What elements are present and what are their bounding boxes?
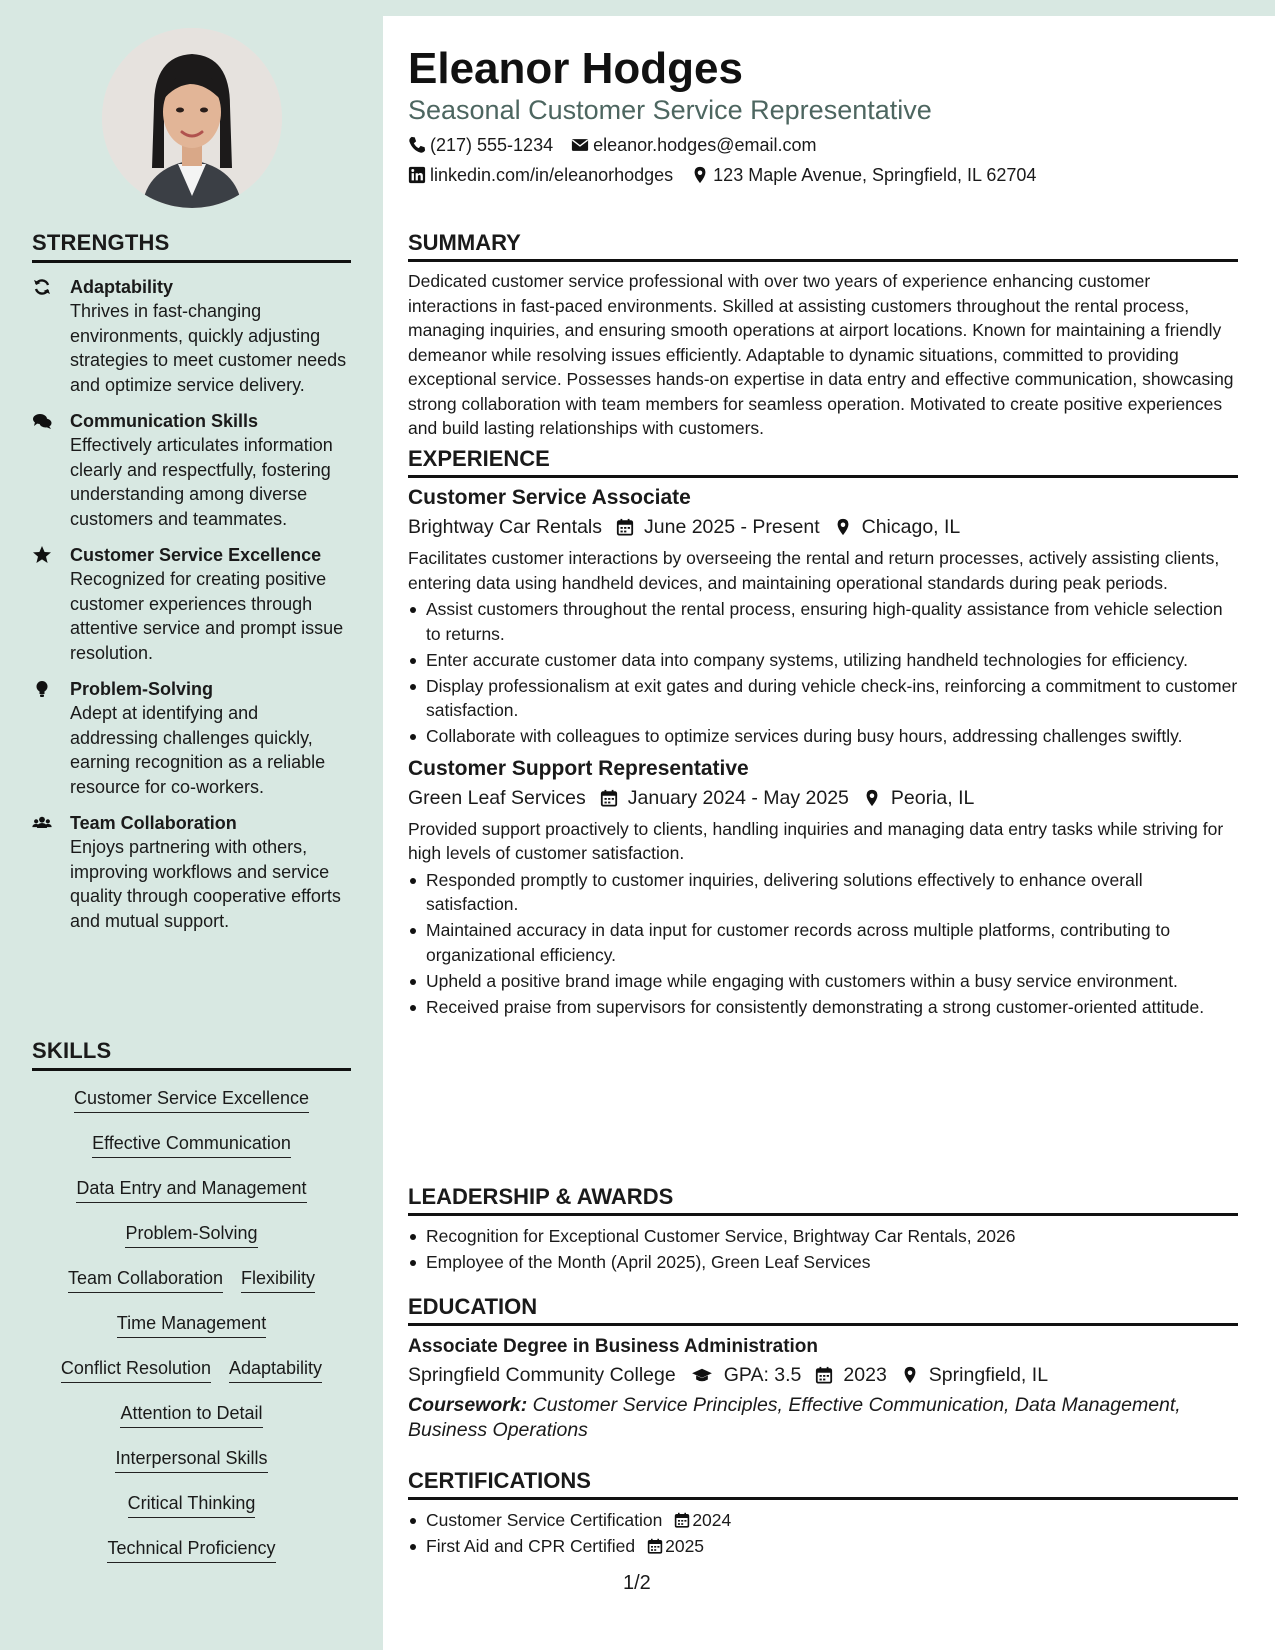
bullet-item: Collaborate with colleagues to optimize services during busy hours, addressing challenges swiftly. bbox=[408, 724, 1238, 749]
certification-name: Customer Service Certification bbox=[426, 1510, 663, 1530]
refresh-icon bbox=[32, 277, 52, 297]
certification-item bbox=[408, 1508, 1238, 1533]
degree-title: Associate Degree in Business Administration bbox=[408, 1336, 819, 1357]
job-title: Seasonal Customer Service Representative bbox=[408, 95, 932, 125]
strength-desc: Enjoys partnering with others, improving workflows and service quality through cooperative efforts and mutual support. bbox=[70, 837, 341, 931]
skill-tag: Adaptability bbox=[229, 1357, 322, 1383]
profile-photo bbox=[102, 28, 282, 208]
skill-tag: Data Entry and Management bbox=[76, 1177, 306, 1203]
summary-heading: SUMMARY bbox=[408, 230, 1238, 262]
skills-row bbox=[32, 1392, 351, 1437]
calendar-icon bbox=[647, 1538, 663, 1554]
skills-list bbox=[32, 1077, 351, 1572]
school-location: Springfield, IL bbox=[928, 1364, 1049, 1386]
map-pin-icon bbox=[834, 518, 852, 536]
job-bullets bbox=[408, 597, 1238, 749]
gpa: GPA: 3.5 bbox=[723, 1364, 802, 1386]
job-dates: June 2025 - Present bbox=[644, 516, 820, 538]
education-section bbox=[408, 1294, 1238, 1442]
job-meta bbox=[408, 512, 1238, 542]
bullet-item: Received praise from supervisors for consistently demonstrating a strong customer-oriented attitude. bbox=[408, 995, 1238, 1020]
skills-row bbox=[32, 1212, 351, 1257]
strength-item bbox=[32, 677, 351, 799]
phone-contact[interactable] bbox=[408, 134, 553, 156]
job-dates: January 2024 - May 2025 bbox=[627, 786, 849, 809]
skill-tag: Flexibility bbox=[241, 1267, 315, 1293]
skills-row bbox=[32, 1122, 351, 1167]
graduation-year: 2023 bbox=[843, 1364, 887, 1386]
award-item: Recognition for Exceptional Customer Service, Brightway Car Rentals, 2026 bbox=[408, 1224, 1238, 1249]
job-entry bbox=[408, 755, 1238, 1020]
main-content bbox=[383, 16, 1275, 1650]
summary-text: Dedicated customer service professional with over two years of experience enhancing customer interactions in fast-paced environments. Skilled at assisting customers throughout the rental process, managing inquiries, and ensuring smooth operations at airport locations. Known for maintaining a friendly demeanor while resolving issues efficiently. Adaptable to dynamic situations, committed to providing exceptional service. Possesses hands-on expertise in data entry and effective communication, showcasing strong collaboration with team members for seamless operation. Motivated to create positive experiences and build lasting relationships with customers. bbox=[408, 271, 1234, 438]
email-contact[interactable] bbox=[571, 134, 816, 156]
address-text: 123 Maple Avenue, Springfield, IL 62704 bbox=[713, 165, 1037, 185]
address-contact bbox=[691, 164, 1036, 186]
strength-title: Customer Service Excellence bbox=[70, 545, 322, 565]
skills-heading: SKILLS bbox=[32, 1038, 351, 1071]
candidate-name: Eleanor Hodges bbox=[408, 44, 743, 93]
email-text: eleanor.hodges@email.com bbox=[593, 135, 817, 155]
skill-tag: Problem-Solving bbox=[125, 1222, 257, 1248]
coursework bbox=[408, 1393, 1238, 1442]
calendar-icon bbox=[815, 1366, 833, 1384]
skill-tag: Critical Thinking bbox=[128, 1492, 256, 1518]
phone-text: (217) 555-1234 bbox=[430, 135, 554, 155]
contact-line-2 bbox=[408, 164, 1054, 186]
strengths-section bbox=[32, 230, 351, 933]
certifications-list bbox=[408, 1508, 1238, 1559]
skills-section bbox=[32, 1038, 351, 1572]
bullet-item: Upheld a positive brand image while engaging with customers within a busy service environment. bbox=[408, 969, 1238, 994]
certifications-heading: CERTIFICATIONS bbox=[408, 1468, 1238, 1500]
strength-desc: Effectively articulates information clearly and respectfully, fostering understanding among diverse customers and teammates. bbox=[70, 435, 333, 529]
company-name: Brightway Car Rentals bbox=[408, 516, 602, 538]
certification-year: 2025 bbox=[665, 1536, 705, 1556]
star-icon bbox=[32, 545, 52, 565]
strength-title: Communication Skills bbox=[70, 411, 259, 431]
bullet-item: Display professionalism at exit gates and during vehicle check-ins, reinforcing a commitment to customer satisfaction. bbox=[408, 674, 1238, 723]
certification-item bbox=[408, 1534, 1238, 1559]
strength-item bbox=[32, 543, 351, 665]
strength-title: Adaptability bbox=[70, 277, 174, 297]
summary-section bbox=[408, 230, 1238, 441]
position-title: Customer Support Representative bbox=[408, 756, 749, 780]
award-item: Employee of the Month (April 2025), Green Leaf Services bbox=[408, 1250, 1238, 1275]
users-icon bbox=[32, 813, 52, 833]
certification-year: 2024 bbox=[692, 1510, 732, 1530]
leadership-section bbox=[408, 1184, 1238, 1276]
job-description: Facilitates customer interactions by overseeing the rental and return processes, actively assisting clients, entering data using handheld devices, and maintaining operational standards during peak periods. bbox=[408, 548, 1220, 593]
strength-item bbox=[32, 275, 351, 397]
experience-heading: EXPERIENCE bbox=[408, 446, 1238, 478]
skills-row bbox=[32, 1167, 351, 1212]
job-meta bbox=[408, 783, 1238, 813]
map-pin-icon bbox=[901, 1366, 919, 1384]
company-name: Green Leaf Services bbox=[408, 786, 586, 809]
bullet-item: Maintained accuracy in data input for customer records across multiple platforms, contributing to organizational efficiency. bbox=[408, 918, 1238, 967]
linkedin-text: linkedin.com/in/eleanorhodges bbox=[430, 165, 674, 185]
skills-row bbox=[32, 1302, 351, 1347]
strength-item bbox=[32, 811, 351, 933]
skills-row bbox=[32, 1347, 351, 1392]
strength-desc: Thrives in fast-changing environments, quickly adjusting strategies to meet customer needs and optimize service delivery. bbox=[70, 301, 347, 395]
job-bullets bbox=[408, 868, 1238, 1020]
skill-tag: Team Collaboration bbox=[68, 1267, 223, 1293]
strength-title: Problem-Solving bbox=[70, 679, 214, 699]
skill-tag: Time Management bbox=[117, 1312, 266, 1338]
linkedin-icon bbox=[408, 166, 426, 184]
certifications-section bbox=[408, 1468, 1238, 1560]
calendar-icon bbox=[600, 789, 618, 807]
job-entry bbox=[408, 484, 1238, 749]
leadership-heading: LEADERSHIP & AWARDS bbox=[408, 1184, 1238, 1216]
chat-bubbles-icon bbox=[32, 411, 52, 431]
map-pin-icon bbox=[863, 789, 881, 807]
experience-section bbox=[408, 446, 1238, 1021]
skill-tag: Interpersonal Skills bbox=[115, 1447, 267, 1473]
job-location: Chicago, IL bbox=[861, 516, 961, 538]
skill-tag: Customer Service Excellence bbox=[74, 1087, 309, 1113]
skill-tag: Effective Communication bbox=[92, 1132, 291, 1158]
contact-line-1 bbox=[408, 134, 835, 156]
phone-icon bbox=[408, 136, 426, 154]
skills-row bbox=[32, 1257, 351, 1302]
position-title: Customer Service Associate bbox=[408, 486, 691, 509]
education-meta bbox=[408, 1360, 1238, 1390]
skills-row bbox=[32, 1437, 351, 1482]
strength-title: Team Collaboration bbox=[70, 813, 237, 833]
coursework-text: Customer Service Principles, Effective Communication, Data Management, Business Operations bbox=[408, 1394, 1181, 1441]
skill-tag: Conflict Resolution bbox=[61, 1357, 211, 1383]
school-name: Springfield Community College bbox=[408, 1364, 676, 1386]
linkedin-contact[interactable] bbox=[408, 164, 673, 186]
strength-desc: Recognized for creating positive customer experiences through attentive service and prompt issue resolution. bbox=[70, 569, 344, 663]
coursework-label: Coursework: bbox=[408, 1394, 528, 1416]
certification-name: First Aid and CPR Certified bbox=[426, 1536, 636, 1556]
map-pin-icon bbox=[691, 166, 709, 184]
calendar-icon bbox=[674, 1512, 690, 1528]
graduation-cap-icon bbox=[690, 1366, 714, 1384]
bullet-item: Assist customers throughout the rental process, ensuring high-quality assistance from vehicle selection to returns. bbox=[408, 597, 1238, 646]
calendar-icon bbox=[616, 518, 634, 536]
envelope-icon bbox=[571, 136, 589, 154]
strength-desc: Adept at identifying and addressing challenges quickly, earning recognition as a reliable resource for co-workers. bbox=[70, 703, 326, 797]
skills-row bbox=[32, 1482, 351, 1527]
lightbulb-icon bbox=[32, 679, 52, 699]
leadership-list bbox=[408, 1224, 1238, 1275]
job-description: Provided support proactively to clients, handling inquiries and managing data entry tasks while striving for high levels of customer satisfaction. bbox=[408, 818, 1224, 863]
sidebar bbox=[0, 0, 383, 1650]
skills-row bbox=[32, 1077, 351, 1122]
strength-item bbox=[32, 409, 351, 531]
bullet-item: Enter accurate customer data into company systems, utilizing handheld technologies for efficiency. bbox=[408, 648, 1238, 673]
skills-row bbox=[32, 1527, 351, 1572]
page-number: 1/2 bbox=[623, 1572, 651, 1594]
job-location: Peoria, IL bbox=[890, 786, 975, 809]
skill-tag: Attention to Detail bbox=[120, 1402, 262, 1428]
strengths-heading: STRENGTHS bbox=[32, 230, 351, 263]
skill-tag: Technical Proficiency bbox=[107, 1537, 275, 1563]
bullet-item: Responded promptly to customer inquiries, delivering solutions effectively to enhance overall satisfaction. bbox=[408, 868, 1238, 917]
education-heading: EDUCATION bbox=[408, 1294, 1238, 1326]
